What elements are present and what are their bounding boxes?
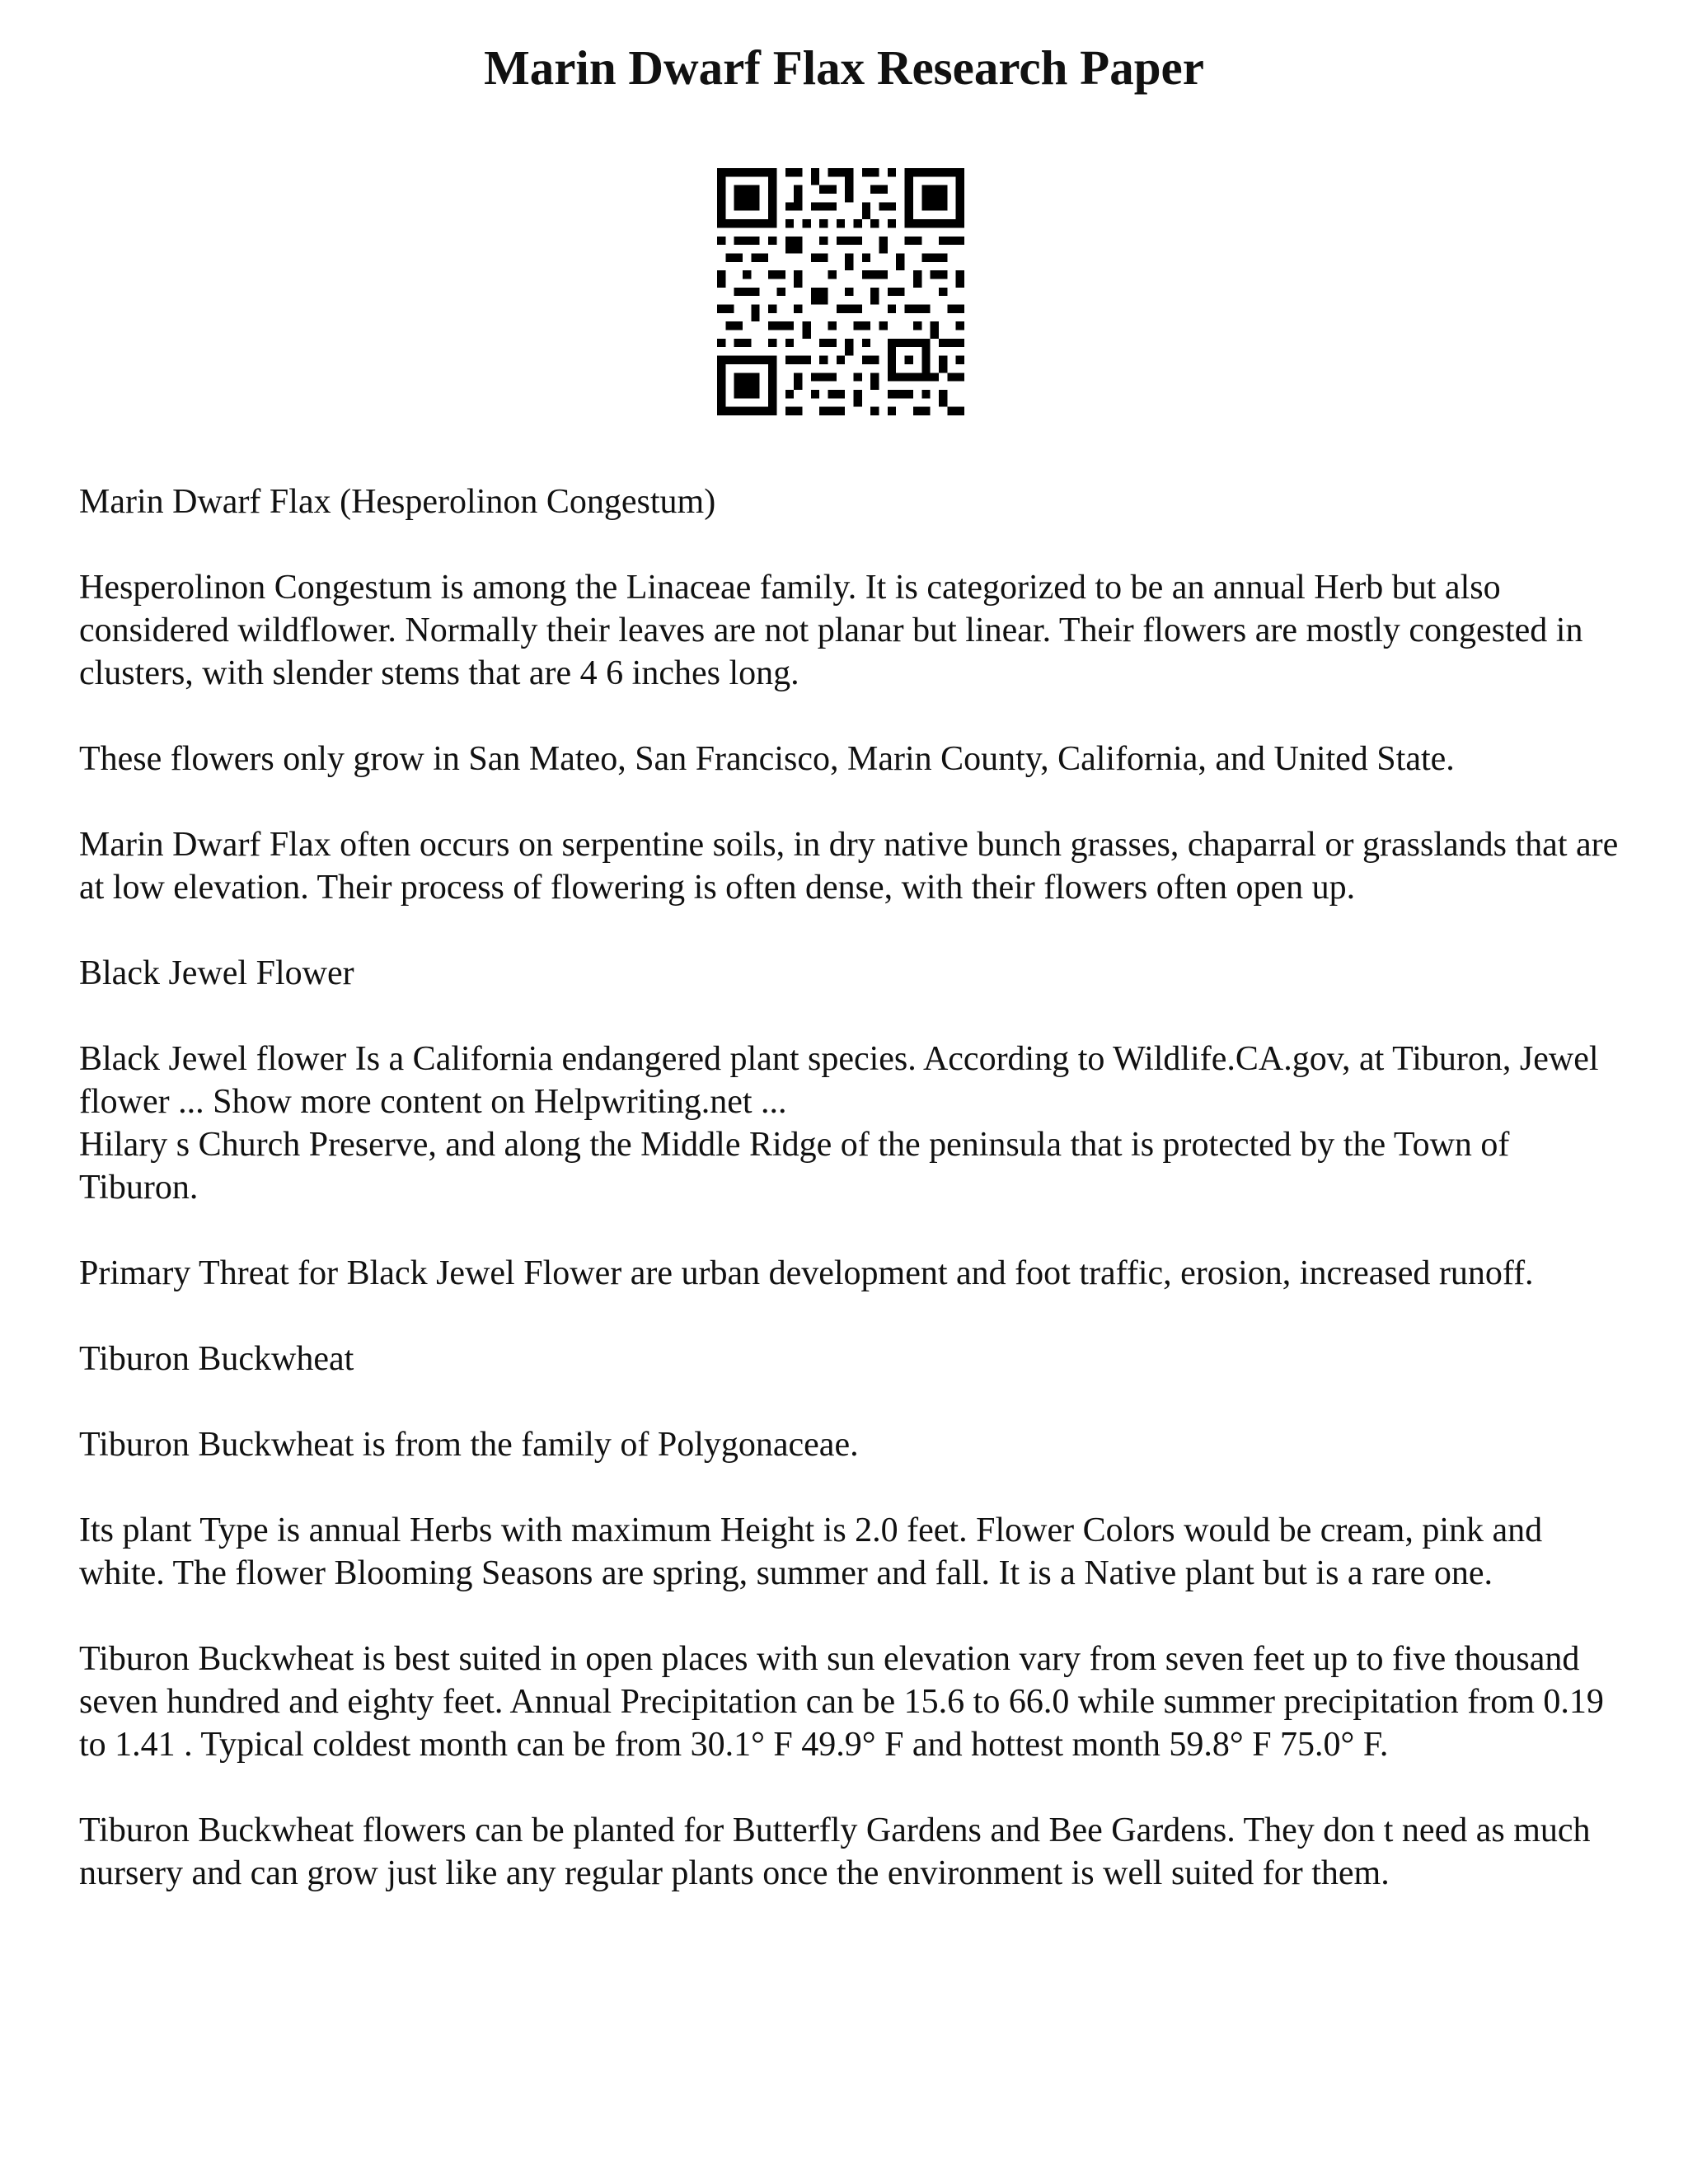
paragraph-line: Black Jewel flower Is a California endangered plant species. According to Wildlife.CA.gov, at Tiburon, Jewel flower ... Show more content on Helpwriting.net ... (79, 1040, 1599, 1121)
paragraph-line: Hilary s Church Preserve, and along the Middle Ridge of the peninsula that is protected by the Town of Tiburon. (79, 1126, 1510, 1207)
qr-code-icon (717, 168, 964, 415)
paragraph-black-jewel-threats: Primary Threat for Black Jewel Flower are urban development and foot traffic, erosion, increased runoff. (79, 1254, 1534, 1292)
paragraph-buckwheat-climate: Tiburon Buckwheat is best suited in open places with sun elevation vary from seven feet up to five thousand seven hundred and eighty feet. Annual Precipitation can be 15.6 to 66.0 while summer precipitation from 0.19 to 1.41 . Typical coldest month can be from 30.1° F 49.9° F and hottest month 59.8° F 75.0° F. (79, 1640, 1604, 1764)
paragraph-flax-range: These flowers only grow in San Mateo, San Francisco, Marin County, California, and United State. (79, 740, 1455, 778)
paragraph-buckwheat-gardens: Tiburon Buckwheat flowers can be planted for Butterfly Gardens and Bee Gardens. They don t need as much nursery and can grow just like any regular plants once the environment is well suited for them. (79, 1811, 1591, 1892)
section-heading-black-jewel-flower: Black Jewel Flower (79, 954, 354, 992)
paragraph-flax-habitat: Marin Dwarf Flax often occurs on serpentine soils, in dry native bunch grasses, chaparral or grasslands that are at low elevation. Their process of flowering is often dense, with their flowers often open up. (79, 826, 1619, 907)
page-title: Marin Dwarf Flax Research Paper (484, 40, 1204, 95)
section-heading-tiburon-buckwheat: Tiburon Buckwheat (79, 1340, 354, 1378)
document-body (79, 480, 1629, 1938)
section-heading-marin-dwarf-flax: Marin Dwarf Flax (Hesperolinon Congestum) (79, 483, 716, 521)
paragraph-buckwheat-plant-type: Its plant Type is annual Herbs with maximum Height is 2.0 feet. Flower Colors would be cream, pink and white. The flower Blooming Seasons are spring, summer and fall. It is a Native plant but is a rare one. (79, 1511, 1543, 1592)
paragraph-flax-description: Hesperolinon Congestum is among the Linaceae family. It is categorized to be an annual Herb but also considered wildflower. Normally their leaves are not planar but linear. Their flowers are mostly congested in clusters, with slender stems that are 4 6 inches long. (79, 569, 1583, 692)
paragraph-buckwheat-family: Tiburon Buckwheat is from the family of Polygonaceae. (79, 1426, 859, 1464)
paragraph-black-jewel-description (79, 1038, 1629, 1209)
